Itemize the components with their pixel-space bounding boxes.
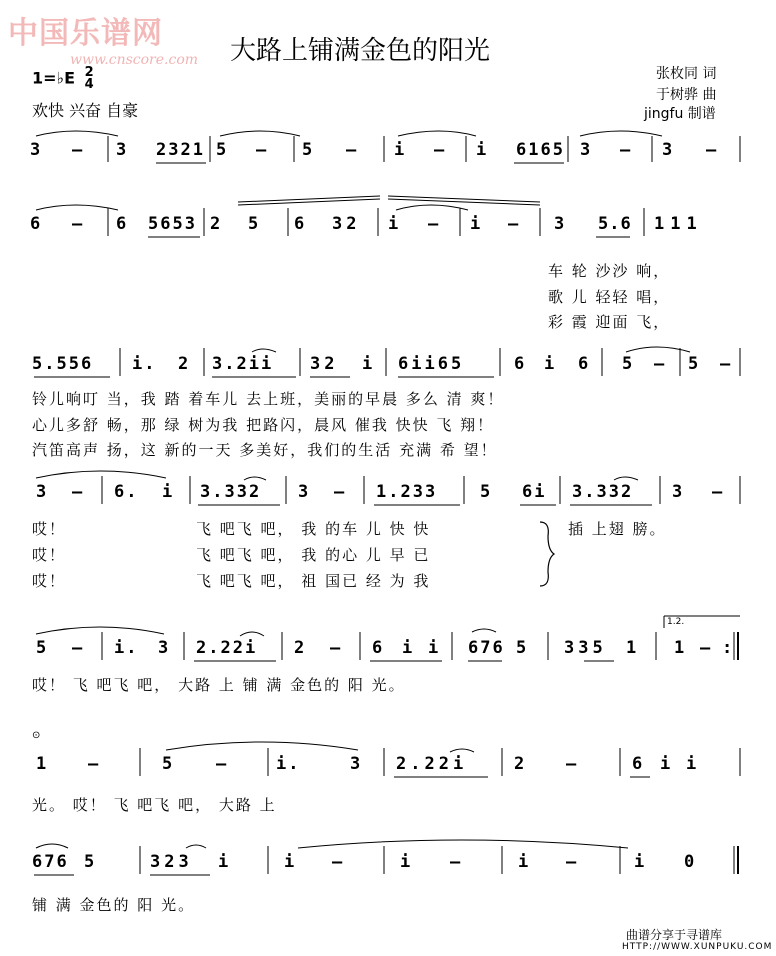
lyric-row5: 哎！ 飞 吧飞 吧， 大路 上 铺 满 金色的 阳 光。 xyxy=(32,676,406,694)
lyric-row2-verse3: 彩 霞 迎面 飞， xyxy=(548,313,671,331)
lyric-brace xyxy=(538,520,558,588)
watermark-logo: 中国乐谱网 xyxy=(8,16,163,51)
time-denominator: 4 xyxy=(84,77,94,92)
lyric-row3-verse1: 铃儿响叮 当，我 踏 着车儿 去上班，美丽的早晨 多么 清 爽！ xyxy=(32,390,505,408)
lyric-row2-verse1: 车 轮 沙沙 响， xyxy=(548,262,671,280)
lyric-row7: 铺 满 金色的 阳 光。 xyxy=(32,896,196,914)
time-numerator: 2 xyxy=(84,65,94,80)
lyric-row2-verse2: 歌 儿 轻轻 唱， xyxy=(548,288,671,306)
lyric-row3-verse3: 汽笛高声 扬，这 新的一天 多美好，我们的生活 充满 希 望！ xyxy=(32,441,498,459)
stave-row-2: 6 – 6 5653 2 5 6 32 i – i – 3 5.6 111 xyxy=(0,190,776,240)
lyricist-credit: 张枚同 词 xyxy=(656,66,717,82)
footer-site-url[interactable]: HTTP://WWW.XUNPUKU.COM xyxy=(622,942,773,952)
stave-row-5: 1.2. 5 – i. 3 2.22i 2 – 6 i i 676 5 335 1 1 – : xyxy=(36,617,733,658)
stave-row-4: 3 – 6. i 3.332 3 – 1.233 5 6i 3.332 3 – xyxy=(0,462,776,512)
lyric-row3-verse2: 心儿多舒 畅，那 绿 树为我 把路闪，晨风 催我 快快 飞 翔！ xyxy=(32,416,495,434)
watermark-url: www.cnscore.com xyxy=(70,52,199,68)
engraver-credit: jingfu 制谱 xyxy=(644,106,716,122)
lyric-row4-mid-verse3: 飞 吧飞 吧， 祖 国已 经 为 我 xyxy=(196,572,431,590)
lyric-row4-mid-verse1: 飞 吧飞 吧， 我 的车 儿 快 快 xyxy=(196,520,431,538)
lyric-row4-left-verse1: 哎！ xyxy=(32,520,67,538)
lyric-row6: 光。 哎！ 飞 吧飞 吧， 大路 上 xyxy=(32,796,277,814)
song-title: 大路上铺满金色的阳光 xyxy=(230,36,491,66)
time-signature xyxy=(85,67,94,91)
tempo-marking: 欢快 兴奋 自豪 xyxy=(32,101,139,120)
footer-site-name: 曲谱分享于寻谱库 xyxy=(626,928,723,942)
key-label: 1=♭E xyxy=(32,68,76,88)
lyric-row4-mid-verse2: 飞 吧飞 吧， 我 的心 儿 早 已 xyxy=(196,546,431,564)
stave-row-6: 1 – 5 – i. 3 2.22i 2 – 6 i i xyxy=(0,734,776,784)
composer-credit: 于树骅 曲 xyxy=(656,87,717,103)
lyric-row4-right: 插 上翅 膀。 xyxy=(568,520,667,538)
stave-row-1: 3 – 3 2321 5 – 5 – i – i 6165 3 – 3 – xyxy=(0,128,776,178)
lyric-row4-left-verse3: 哎！ xyxy=(32,572,67,590)
coda-marker: ⊙ xyxy=(32,730,41,741)
stave-row-7: 676 5 323 i i – i – i – i 0 xyxy=(0,832,776,882)
stave-row-3: 5.556 i. 2 3.2ii 32 i 6ii65 6 i 6 5 – 5 – xyxy=(0,334,776,384)
lyric-row4-left-verse2: 哎！ xyxy=(32,546,67,564)
key-signature xyxy=(32,67,94,91)
volta-marker: 1.2. xyxy=(667,617,685,627)
